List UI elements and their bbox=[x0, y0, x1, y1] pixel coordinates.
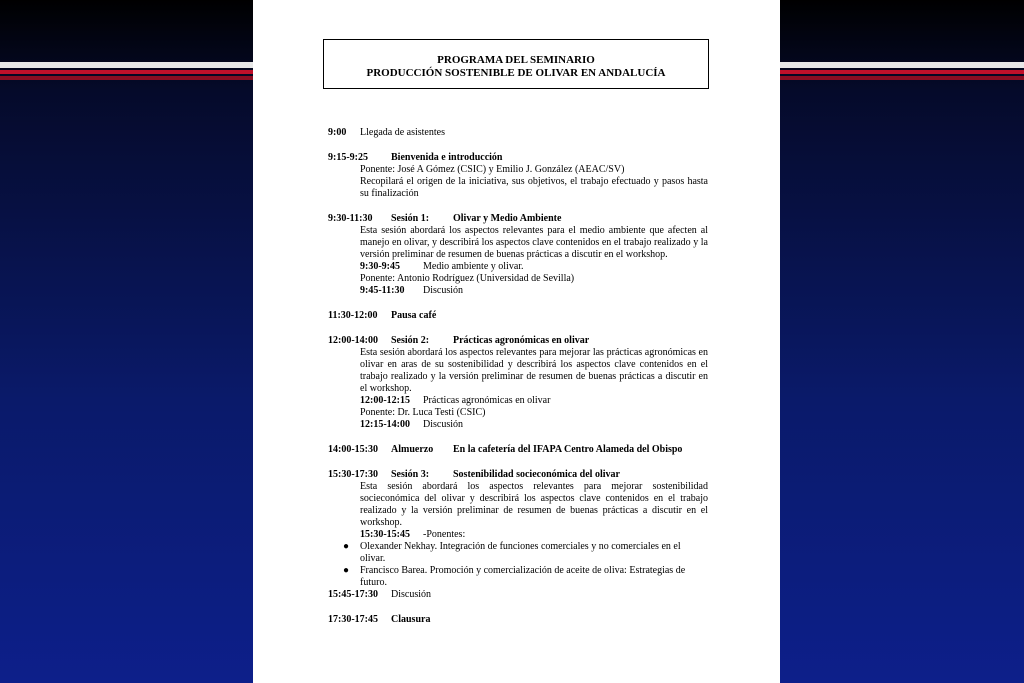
agenda-time: 15:45-17:30 bbox=[328, 589, 378, 600]
agenda-item bbox=[328, 589, 708, 601]
title-line-2: PRODUCCIÓN SOSTENIBLE DE OLIVAR EN ANDALUCÍA bbox=[366, 67, 666, 79]
agenda-time: 9:30-11:30 bbox=[328, 213, 373, 224]
subitem-label: Prácticas agronómicas en olivar bbox=[423, 395, 551, 406]
list-item bbox=[343, 565, 708, 589]
agenda-description: Esta sesión abordará los aspectos relevantes para el medio ambiente que afecten al manejo en olivar, y describirá los aspectos clave contenidos en el trabajo realizado y la versión preliminar de resumen de buenas prácticas a discutir en el workshop. bbox=[360, 225, 708, 260]
agenda-item bbox=[328, 127, 708, 139]
agenda bbox=[328, 127, 708, 626]
subitem-label: -Ponentes: bbox=[423, 529, 466, 540]
speaker-list bbox=[328, 541, 708, 589]
subitem-label: Discusión bbox=[423, 419, 463, 430]
agenda-item bbox=[328, 152, 708, 164]
agenda-ponente: Ponente: Antonio Rodríguez (Universidad de Sevilla) bbox=[360, 273, 575, 284]
subitem-time: 12:15-14:00 bbox=[360, 419, 410, 430]
agenda-subitem bbox=[360, 395, 708, 407]
agenda-description: Recopilará el origen de la iniciativa, sus objetivos, el trabajo efectuado y pasos hasta su finalización bbox=[360, 176, 708, 199]
subitem-time: 9:30-9:45 bbox=[360, 261, 400, 272]
agenda-label: Llegada de asistentes bbox=[360, 127, 445, 138]
list-item bbox=[343, 541, 708, 565]
agenda-item bbox=[328, 213, 708, 225]
agenda-time: 9:15-9:25 bbox=[328, 152, 368, 163]
agenda-session: Sesión 1: bbox=[391, 213, 430, 224]
agenda-label: Clausura bbox=[391, 614, 431, 625]
agenda-label: Pausa café bbox=[391, 310, 437, 321]
speaker-text: Francisco Barea. Promoción y comercialización de aceite de oliva: Estrategias de futuro. bbox=[360, 565, 686, 588]
agenda-item bbox=[328, 310, 708, 322]
agenda-label: En la cafetería del IFAPA Centro Alameda del Obispo bbox=[453, 444, 683, 455]
agenda-time: 11:30-12:00 bbox=[328, 310, 378, 321]
agenda-label: Discusión bbox=[391, 589, 431, 600]
agenda-subitem bbox=[360, 261, 708, 273]
agenda-ponente: Ponente: Dr. Luca Testi (CSIC) bbox=[360, 407, 486, 418]
agenda-description: Esta sesión abordará los aspectos relevantes para mejorar las prácticas agronómicas en olivar en aras de su sostenibilidad y describirá los aspectos clave contenidos en el trabajo realizado y la versión preliminar de resumen de buenas prácticas a discutir en el workshop. bbox=[360, 347, 708, 394]
agenda-label: Bienvenida e introducción bbox=[391, 152, 503, 163]
agenda-subitem bbox=[360, 529, 708, 541]
subitem-time: 15:30-15:45 bbox=[360, 529, 410, 540]
agenda-item bbox=[328, 469, 708, 481]
agenda-item bbox=[328, 335, 708, 347]
bullet-icon: ● bbox=[343, 541, 350, 552]
agenda-description: Esta sesión abordará los aspectos relevantes para mejorar sostenibilidad socieconómica del olivar y describirá los aspectos clave contenidos en el trabajo realizado y la versión preliminar de resumen de buenas prácticas a discutir en el workshop. bbox=[360, 481, 708, 528]
agenda-label: Sostenibilidad socieconómica del olivar bbox=[453, 469, 620, 480]
document-page bbox=[253, 0, 780, 683]
agenda-session: Almuerzo bbox=[391, 444, 434, 455]
agenda-time: 15:30-17:30 bbox=[328, 469, 378, 480]
agenda-time: 17:30-17:45 bbox=[328, 614, 378, 625]
agenda-session: Sesión 2: bbox=[391, 335, 430, 346]
agenda-session: Sesión 3: bbox=[391, 469, 430, 480]
subitem-label: Medio ambiente y olivar. bbox=[423, 261, 524, 272]
title-line-1: PROGRAMA DEL SEMINARIO bbox=[437, 54, 595, 66]
agenda-label: Olivar y Medio Ambiente bbox=[453, 213, 562, 224]
speaker-text: Olexander Nekhay. Integración de funciones comerciales y no comerciales en el olivar. bbox=[360, 541, 681, 564]
agenda-time: 9:00 bbox=[328, 127, 347, 138]
subitem-time: 9:45-11:30 bbox=[360, 285, 405, 296]
document-title bbox=[323, 39, 709, 89]
agenda-item bbox=[328, 614, 708, 626]
agenda-item bbox=[328, 444, 708, 456]
agenda-time: 12:00-14:00 bbox=[328, 335, 378, 346]
agenda-time: 14:00-15:30 bbox=[328, 444, 378, 455]
subitem-time: 12:00-12:15 bbox=[360, 395, 410, 406]
agenda-subitem bbox=[360, 419, 708, 431]
bullet-icon: ● bbox=[343, 565, 350, 576]
agenda-subitem bbox=[360, 285, 708, 297]
agenda-ponente: Ponente: José A Gómez (CSIC) y Emilio J. González (AEAC/SV) bbox=[360, 164, 625, 175]
agenda-label: Prácticas agronómicas en olivar bbox=[453, 335, 590, 346]
subitem-label: Discusión bbox=[423, 285, 463, 296]
